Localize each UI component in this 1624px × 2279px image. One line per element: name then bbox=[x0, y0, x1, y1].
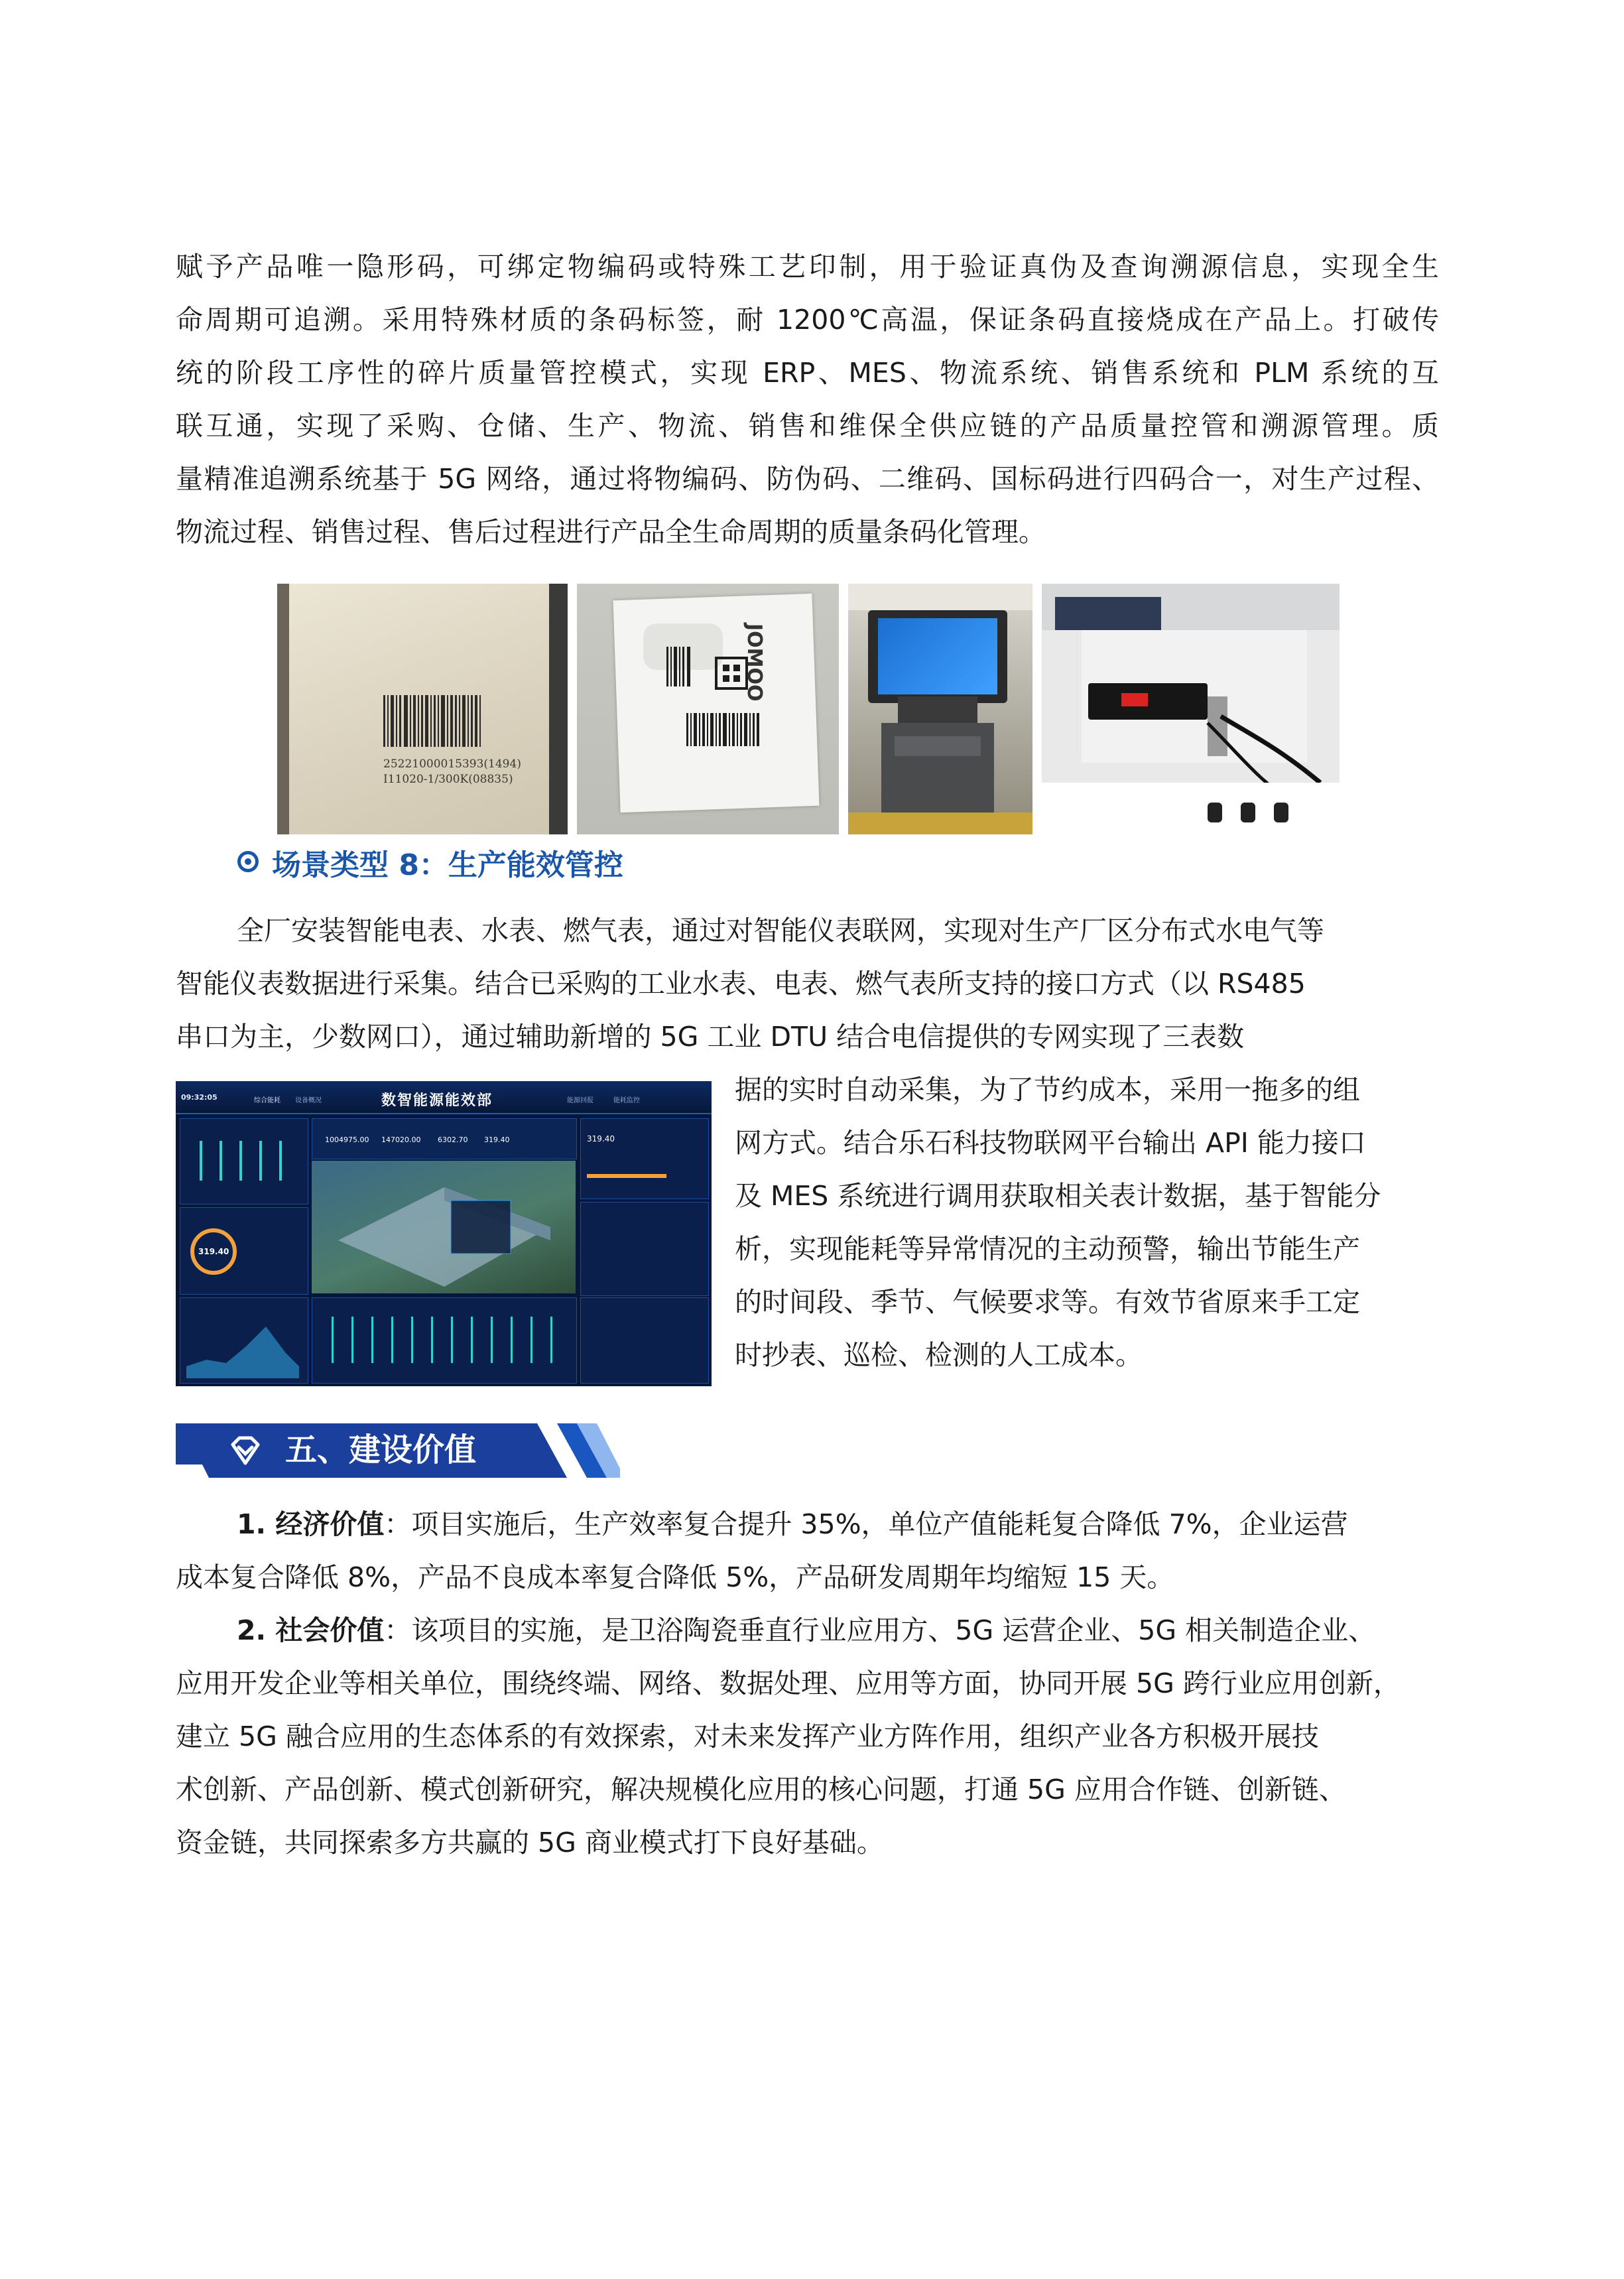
text-line: 联互通，实现了采购、仓储、生产、物流、销售和维保全供应链的产品质量控管和溯源管理。质 bbox=[176, 410, 1439, 442]
kpi-value: 319.40 bbox=[484, 1136, 510, 1144]
text-line: 网方式。结合乐石科技物联网平台输出 API 能力接口 bbox=[735, 1127, 1366, 1159]
text-line: 串口为主，少数网口），通过辅助新增的 5G 工业 DTU 结合电信提供的专网实现了三表数 bbox=[176, 1021, 1245, 1053]
diamond-heart-icon bbox=[229, 1434, 262, 1467]
dashboard-title: 数智能源能效部 bbox=[381, 1092, 493, 1109]
text-line: 及 MES 系统进行调用获取相关表计数据，基于智能分 bbox=[735, 1180, 1381, 1212]
dashboard-time: 09:32:05 bbox=[181, 1093, 218, 1102]
text-line: 的时间段、季节、气候要求等。有效节省原来手工定 bbox=[735, 1286, 1360, 1318]
kpi-value: 147020.00 bbox=[381, 1136, 421, 1144]
text-line: 智能仪表数据进行采集。结合已采购的工业水表、电表、燃气表所支持的接口方式（以 RS485 bbox=[176, 968, 1306, 1000]
section-title: 五、建设价值 bbox=[285, 1431, 477, 1468]
text-line: 物流过程、销售过程、售后过程进行产品全生命周期的质量条码化管理。 bbox=[176, 516, 1046, 548]
intro-paragraph bbox=[176, 240, 1439, 558]
barcode-graphic bbox=[277, 584, 568, 834]
value-label: 2. 社会价值 bbox=[237, 1614, 385, 1646]
scene-title: 场景类型 8：生产能效管控 bbox=[272, 848, 623, 882]
text-line: 术创新、产品创新、模式创新研究，解决规模化应用的核心问题，打通 5G 应用合作链、创新链、 bbox=[176, 1774, 1346, 1805]
text-line: 成本复合降低 8%，产品不良成本率复合降低 5%，产品研发周期年均缩短 15 天。 bbox=[176, 1561, 1174, 1593]
text-line: 资金链，共同探索多方共赢的 5G 商业模式打下良好基础。 bbox=[176, 1827, 884, 1858]
photo-terminal-kiosk bbox=[848, 584, 1032, 834]
photo-ceramic-barcode bbox=[277, 584, 568, 834]
text-line: 应用开发企业等相关单位，围绕终端、网络、数据处理、应用等方面，协同开展 5G 跨行业应用创新， bbox=[176, 1667, 1401, 1699]
kpi-value: 1004975.00 bbox=[325, 1136, 369, 1144]
text-line: 赋予产品唯一隐形码，可绑定物编码或特殊工艺印制，用于验证真伪及查询溯源信息，实现全生 bbox=[176, 251, 1439, 283]
text-line: 时抄表、巡检、检测的人工成本。 bbox=[735, 1339, 1143, 1371]
right-panel-value: 319.40 bbox=[587, 1134, 615, 1143]
kpi-value: 6302.70 bbox=[438, 1136, 468, 1144]
scene-paragraph bbox=[176, 904, 1439, 1063]
text-line: ：该项目的实施，是卫浴陶瓷垂直行业应用方、5G 运营企业、5G 相关制造企业、 bbox=[384, 1614, 1376, 1646]
energy-dashboard-screenshot bbox=[176, 1081, 712, 1386]
economic-value-paragraph bbox=[176, 1498, 1439, 1604]
dashboard-nav-item: 能耗监控 bbox=[613, 1097, 640, 1104]
text-line: 量精准追溯系统基于 5G 网络，通过将物编码、防伪码、二维码、国标码进行四码合一，对生产过程、 bbox=[176, 463, 1439, 495]
social-value-paragraph bbox=[176, 1604, 1439, 1869]
barcode-graphic bbox=[577, 584, 839, 834]
photo-dtu-device bbox=[1042, 584, 1340, 834]
gauge-value: 319.40 bbox=[198, 1247, 229, 1256]
radio-bullet-icon bbox=[237, 851, 259, 872]
photo-label-line: I11020-1/300K(08835) bbox=[383, 773, 513, 786]
text-line: 命周期可追溯。采用特殊材质的条码标签，耐 1200℃高温，保证条码直接烧成在产品上。打破传 bbox=[176, 304, 1439, 336]
dashboard-nav-item: 能源回报 bbox=[567, 1097, 593, 1104]
value-label: 1. 经济价值 bbox=[237, 1508, 385, 1540]
text-line: 全厂安装智能电表、水表、燃气表，通过对智能仪表联网，实现对生产厂区分布式水电气等 bbox=[237, 915, 1324, 946]
text-line: 建立 5G 融合应用的生态体系的有效探索，对未来发挥产业方阵作用，组织产业各方积极开展技 bbox=[176, 1721, 1319, 1752]
scene-paragraph-side bbox=[735, 1063, 1439, 1382]
photo-product-label bbox=[577, 584, 839, 834]
text-line: 据的实时自动采集，为了节约成本，采用一拖多的组 bbox=[735, 1074, 1360, 1106]
dashboard-nav-item: 综合能耗 bbox=[254, 1097, 281, 1104]
photo-label-line: 25221000015393(1494) bbox=[383, 757, 521, 771]
text-line: ：项目实施后，生产效率复合提升 35%，单位产值能耗复合降低 7%，企业运营 bbox=[384, 1508, 1348, 1540]
text-line: 统的阶段工序性的碎片质量管控模式，实现 ERP、MES、物流系统、销售系统和 PLM 系统的互 bbox=[176, 357, 1439, 389]
text-line: 析，实现能耗等异常情况的主动预警，输出节能生产 bbox=[735, 1233, 1360, 1265]
brand-logo: JOMOO bbox=[743, 623, 766, 702]
dashboard-nav-item: 设备概况 bbox=[295, 1097, 322, 1104]
